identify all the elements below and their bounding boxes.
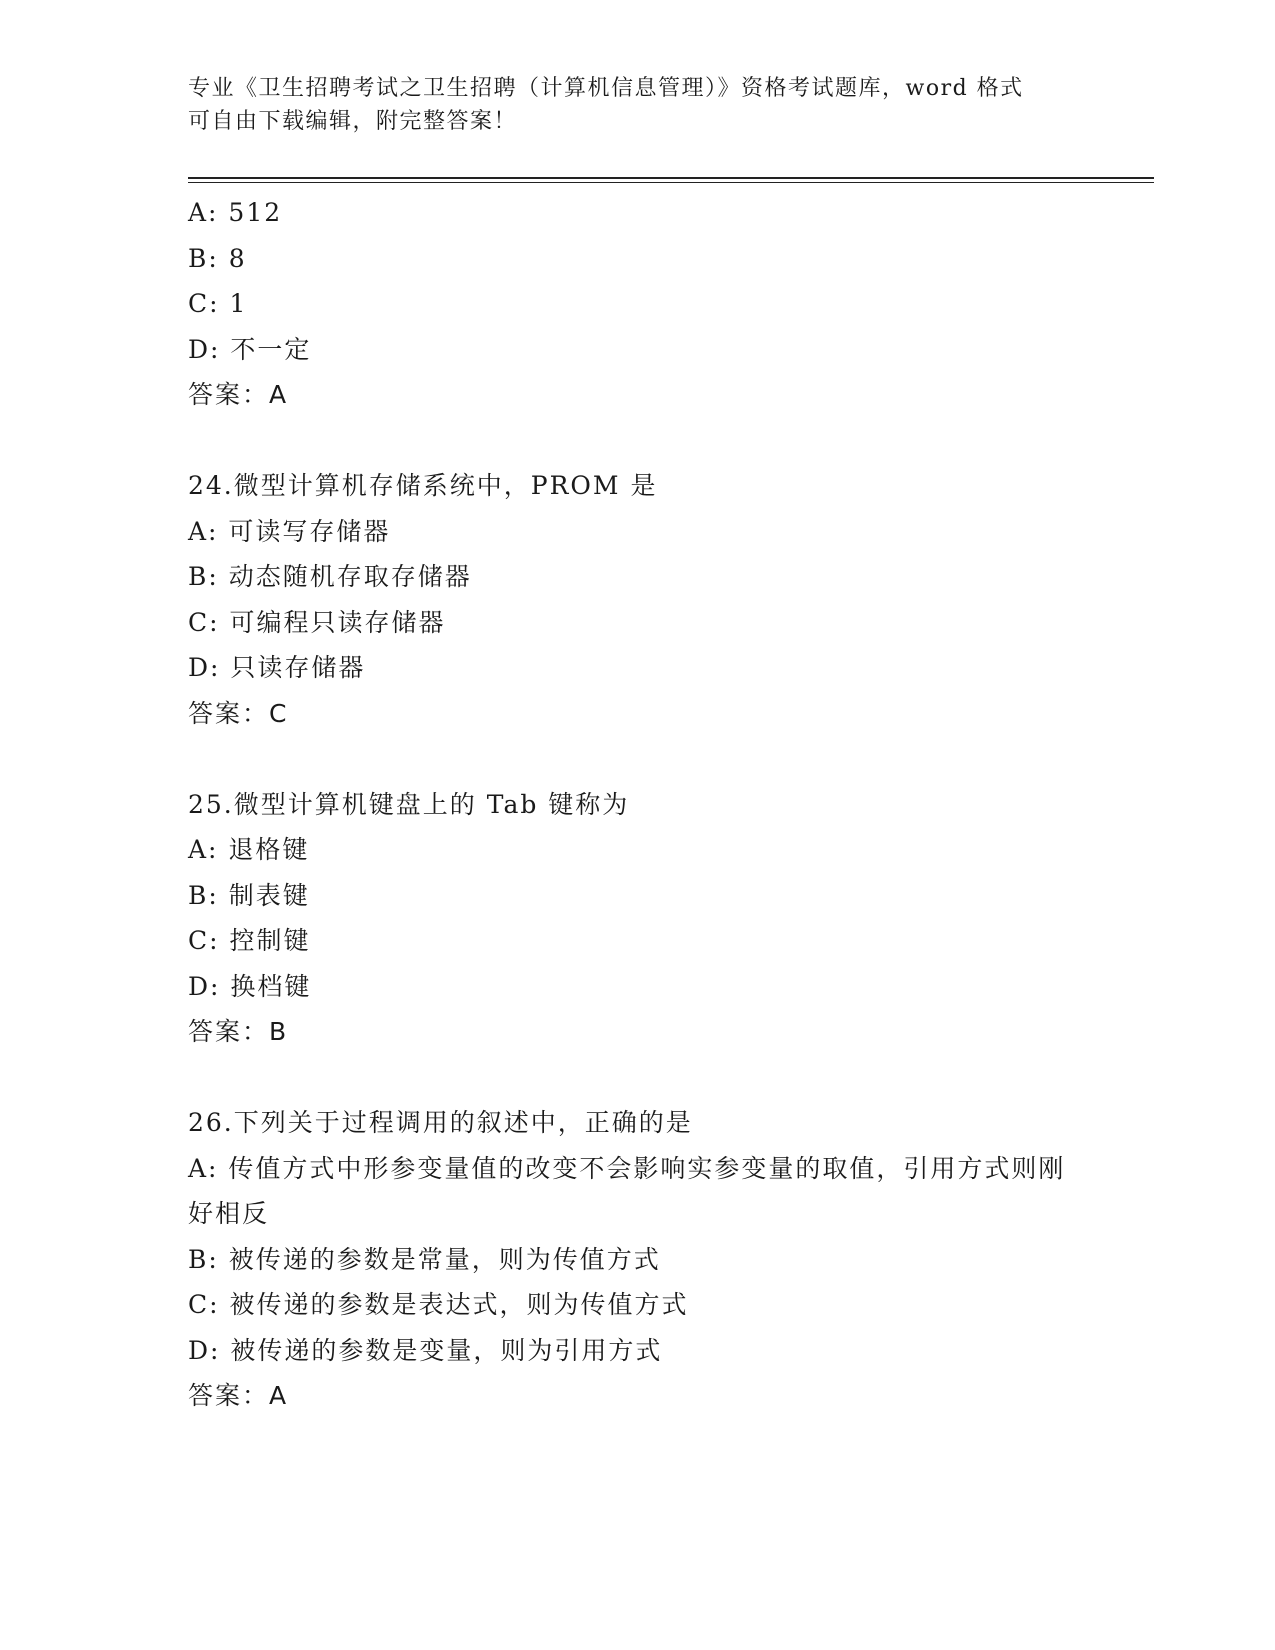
option-b: B: 制表键 <box>188 880 310 910</box>
question-list <box>188 190 1088 1419</box>
header-divider-thin <box>188 182 1154 183</box>
option-c: C: 被传递的参数是表达式，则为传值方式 <box>188 1290 689 1319</box>
answer-line: 答案：B <box>188 1017 289 1046</box>
option-d: D: 只读存储器 <box>188 653 366 682</box>
option-c: C: 1 <box>188 289 248 318</box>
spacer <box>188 1055 1088 1101</box>
question-text: 24.微型计算机存储系统中，PROM 是 <box>188 471 658 500</box>
option-d: D: 不一定 <box>188 334 312 364</box>
answer-line: 答案：A <box>188 380 289 409</box>
question-block-23 <box>188 190 1088 418</box>
option-d: D: 被传递的参数是变量，则为引用方式 <box>188 1335 663 1365</box>
question-text: 26.下列关于过程调用的叙述中，正确的是 <box>188 1108 693 1137</box>
answer-line: 答案：A <box>188 1381 289 1410</box>
header-line-1: 专业《卫生招聘考试之卫生招聘（计算机信息管理）》资格考试题库，word 格式 <box>188 76 1024 101</box>
option-b: B: 被传递的参数是常量，则为传值方式 <box>188 1244 661 1274</box>
question-text: 25.微型计算机键盘上的 Tab 键称为 <box>188 789 630 819</box>
document-header <box>188 72 1088 138</box>
question-block-25 <box>188 782 1088 1055</box>
header-line-2: 可自由下载编辑，附完整答案！ <box>188 109 518 134</box>
option-b: B: 8 <box>188 243 247 273</box>
question-block-24 <box>188 463 1088 736</box>
option-d: D: 换档键 <box>188 971 312 1001</box>
spacer <box>188 418 1088 464</box>
option-c: C: 可编程只读存储器 <box>188 607 446 637</box>
question-block-26 <box>188 1100 1088 1419</box>
option-c: C: 控制键 <box>188 926 311 955</box>
header-divider-thick <box>188 177 1154 179</box>
option-b: B: 动态随机存取存储器 <box>188 562 472 591</box>
spacer <box>188 736 1088 782</box>
answer-line: 答案：C <box>188 698 289 728</box>
option-a: A: 退格键 <box>188 835 310 864</box>
option-a: A: 可读写存储器 <box>188 516 391 546</box>
option-a: A: 512 <box>188 198 283 227</box>
option-a: A: 传值方式中形参变量值的改变不会影响实参变量的取值，引用方式则刚好相反 <box>188 1153 1066 1228</box>
